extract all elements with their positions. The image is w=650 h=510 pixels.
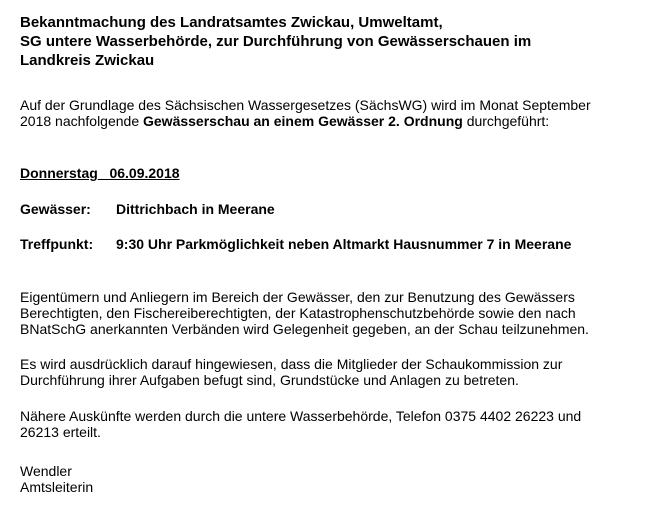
meeting-point-row bbox=[20, 236, 571, 252]
notice-paragraph bbox=[20, 356, 640, 388]
event-day: Donnerstag bbox=[20, 165, 98, 181]
meeting-label: Treffpunkt: bbox=[20, 236, 94, 252]
title-line-2: SG untere Wasserbehörde, zur Durchführung von Gewässerschauen im bbox=[20, 33, 532, 50]
water-value: Dittrichbach in Meerane bbox=[116, 201, 275, 217]
meeting-value: 9:30 Uhr Parkmöglichkeit neben Altmarkt Hausnummer 7 in Meerane bbox=[116, 236, 572, 252]
signature-name: Wendler bbox=[20, 463, 72, 479]
owners-line-1: Eigentümern und Anliegern im Bereich der Gewässer, den zur Benutzung des Gewässers bbox=[20, 289, 575, 305]
title-line-3: Landkreis Zwickau bbox=[20, 52, 155, 69]
water-label: Gewässer: bbox=[20, 201, 91, 217]
event-date-row bbox=[20, 165, 180, 181]
notice-line-2: Durchführung ihrer Aufgaben befugt sind, Grundstücke und Anlagen zu betreten. bbox=[20, 372, 519, 388]
intro-line-1: Auf der Grundlage des Sächsischen Wassergesetzes (SächsWG) wird im Monat September bbox=[20, 97, 591, 113]
signature-role: Amtsleiterin bbox=[20, 479, 94, 495]
contact-line-2: 26213 erteilt. bbox=[20, 424, 101, 440]
document-title bbox=[20, 13, 531, 70]
contact-paragraph bbox=[20, 408, 640, 440]
intro-bold-phrase: Gewässerschau an einem Gewässer 2. Ordnung bbox=[143, 113, 463, 129]
event-date: 06.09.2018 bbox=[109, 165, 180, 181]
intro-line-2: 2018 nachfolgende Gewässerschau an einem Gewässer 2. Ordnung durchgeführt: bbox=[20, 113, 550, 129]
intro-paragraph bbox=[20, 97, 640, 129]
title-line-1: Bekanntmachung des Landratsamtes Zwickau, Umweltamt, bbox=[20, 14, 443, 31]
water-row bbox=[20, 201, 275, 217]
signature-block bbox=[20, 463, 93, 495]
notice-line-1: Es wird ausdrücklich darauf hingewiesen, dass die Mitglieder der Schaukommission zur bbox=[20, 356, 563, 372]
owners-line-3: BNatSchG anerkannten Verbänden wird Gelegenheit gegeben, an der Schau teilzunehmen. bbox=[20, 321, 589, 337]
owners-line-2: Berechtigten, den Fischereiberechtigten, der Katastrophenschutzbehörde sowie den nach bbox=[20, 305, 576, 321]
contact-line-1: Nähere Auskünfte werden durch die untere Wasserbehörde, Telefon 0375 4402 26223 und bbox=[20, 408, 582, 424]
owners-paragraph bbox=[20, 289, 640, 337]
